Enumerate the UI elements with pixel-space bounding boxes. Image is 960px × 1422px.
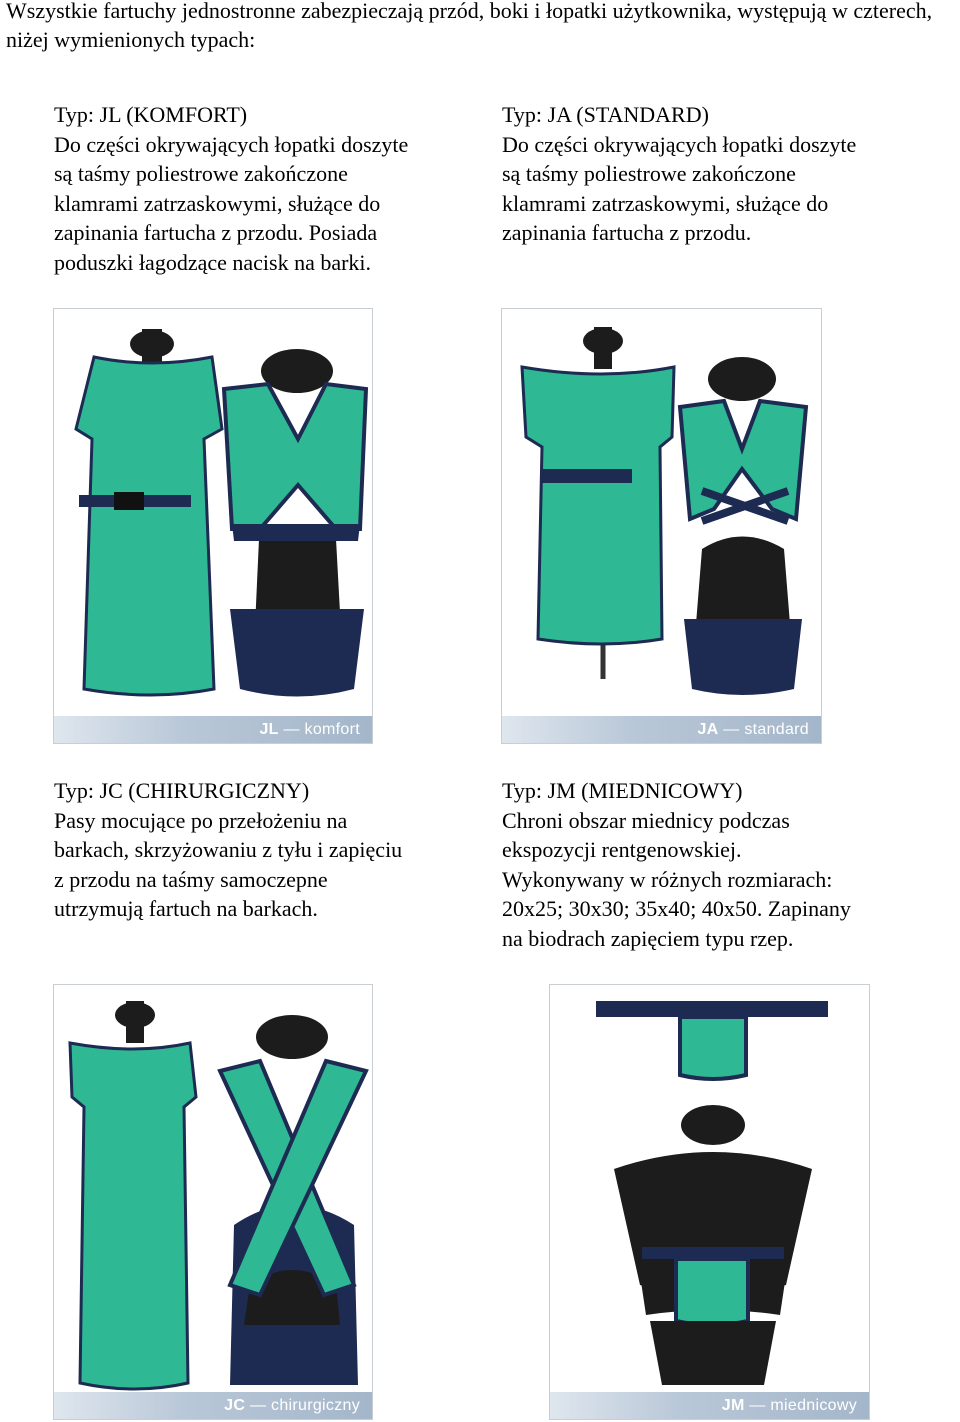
caption-code: JA — [697, 721, 719, 738]
type-name: (MIEDNICOWY) — [581, 778, 743, 803]
photo-jc-chirurgiczny — [53, 984, 373, 1420]
photo-ja-standard — [501, 308, 822, 744]
type-name: (STANDARD) — [576, 102, 709, 127]
photo-caption: JC — chirurgiczny — [224, 1397, 360, 1414]
desc-line: barkach, skrzyżowaniu z tyłu i zapięciu — [54, 837, 403, 862]
caption-text: standard — [744, 721, 809, 738]
type-code: JL — [99, 102, 121, 127]
intro-text: Wszystkie fartuchy jednostronne zabezpieczają przód, boki i łopatki użytkownika, występują w czterech, niżej wymienionych typach: — [6, 0, 933, 52]
desc-line: Wykonywany w różnych rozmiarach: — [502, 866, 833, 892]
type-prefix: Typ: — [502, 778, 548, 803]
desc-line: Chroni obszar miednicy podczas — [502, 807, 790, 833]
caption-text: chirurgiczny — [271, 1397, 360, 1414]
photo-caption: JA — standard — [697, 721, 809, 738]
type-code: JC — [99, 778, 123, 803]
photo-jl-komfort — [53, 308, 373, 744]
desc-line: utrzymują fartuch na barkach. — [54, 896, 318, 921]
desc-line: klamrami zatrzaskowymi, służące do — [54, 190, 381, 216]
type-prefix: Typ: — [54, 102, 100, 127]
desc-line: poduszki łagodzące nacisk na barki. — [54, 249, 372, 275]
type-jl-description — [54, 100, 474, 277]
caption-text: komfort — [304, 721, 360, 738]
desc-line: ekspozycji rentgenowskiej. — [502, 837, 742, 862]
caption-bar — [550, 1392, 869, 1419]
desc-line: Pasy mocujące po przełożeniu na — [54, 807, 348, 833]
caption-text: miednicowy — [770, 1397, 857, 1414]
type-code: JM — [547, 778, 576, 803]
photo-jm-miednicowy — [549, 984, 870, 1420]
type-name: (KOMFORT) — [126, 102, 248, 127]
apron-jl-illustration — [54, 309, 373, 744]
desc-line: na biodrach zapięciem typu rzep. — [502, 925, 794, 951]
photo-caption: JL — komfort — [259, 721, 360, 738]
type-ja-description — [502, 100, 942, 248]
desc-line: 20x25; 30x30; 35x40; 40x50. Zapinany — [502, 896, 851, 921]
caption-code: JM — [721, 1397, 745, 1414]
desc-line: Do części okrywających łopatki doszyte — [502, 131, 857, 157]
desc-line: Do części okrywających łopatki doszyte — [54, 131, 409, 157]
apron-jc-illustration — [54, 985, 373, 1420]
desc-line: klamrami zatrzaskowymi, służące do — [502, 190, 829, 216]
desc-line: zapinania fartucha z przodu. Posiada — [54, 220, 378, 245]
caption-code: JC — [224, 1397, 246, 1414]
caption-bar — [502, 716, 821, 743]
type-jm-description — [502, 776, 942, 953]
desc-line: z przodu na taśmy samoczepne — [54, 866, 328, 892]
type-prefix: Typ: — [502, 102, 548, 127]
caption-code: JL — [259, 721, 279, 738]
type-jc-description — [54, 776, 474, 924]
type-prefix: Typ: — [54, 778, 100, 803]
photo-caption: JM — miednicowy — [721, 1397, 857, 1414]
apron-ja-illustration — [502, 309, 822, 744]
type-name: (CHIRURGICZNY) — [128, 778, 310, 803]
desc-line: zapinania fartucha z przodu. — [502, 220, 752, 245]
caption-bar — [54, 1392, 372, 1419]
desc-line: są taśmy poliestrowe zakończone — [54, 161, 348, 186]
apron-jm-illustration — [550, 985, 870, 1420]
desc-line: są taśmy poliestrowe zakończone — [502, 161, 796, 186]
caption-bar — [54, 716, 372, 743]
type-code: JA — [547, 102, 571, 127]
